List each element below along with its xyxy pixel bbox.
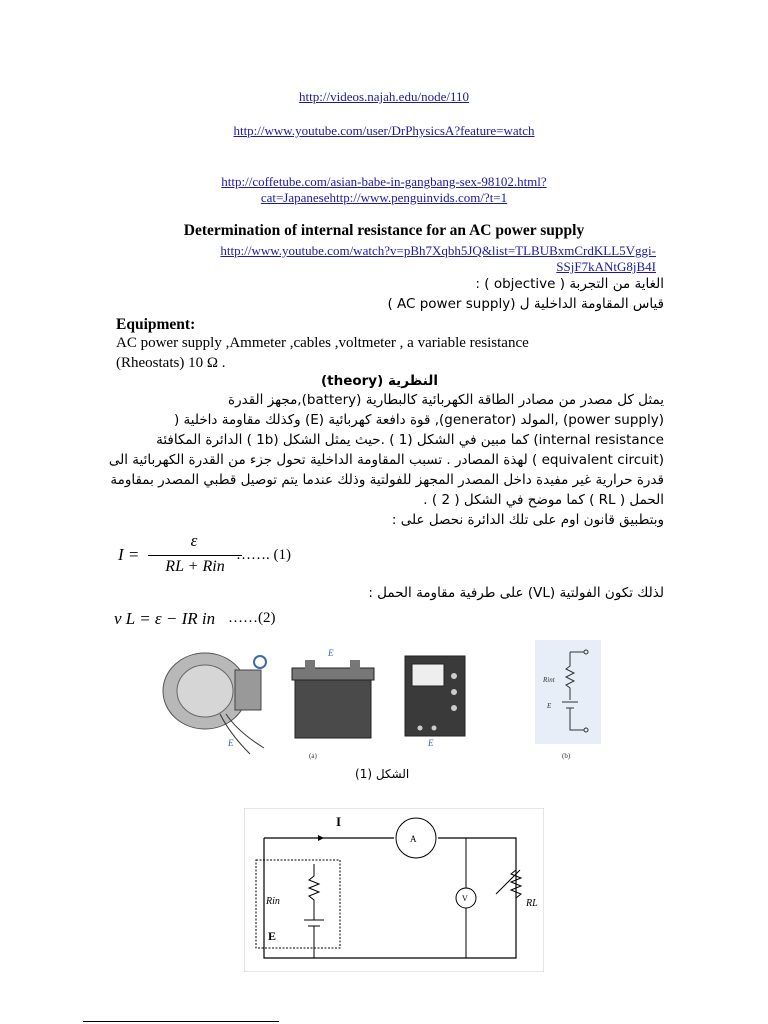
fig1-sub-a: (a) xyxy=(309,752,317,760)
equation-1-numerator: ε xyxy=(190,531,198,550)
theory-heading: النظرية (theory) xyxy=(320,373,438,389)
theory-line-5: قدرة حرارية غير مفيدة داخل المصدر المجهز للفولتية وذلك عندما يتم توصيل قطبي المصدر بمقاومة xyxy=(110,472,664,488)
equation-2-label: ……(2) xyxy=(228,610,276,626)
fig2-rl-label: RL xyxy=(526,898,538,909)
theory-line-3: internal resistance) كما مبين في الشكل (1 ) .حيث يمثل الشكل (1b ) الدائرة المكافئة xyxy=(156,432,664,448)
battery-illustration xyxy=(292,648,374,760)
objective-line: الغاية من التجربة ( objective ) : xyxy=(475,276,664,292)
fig2-rin-label: Rin xyxy=(266,896,280,907)
link-youtube-watch-cont[interactable]: SSjF7kANtG8jB4I xyxy=(556,259,656,274)
link-youtube-watch-cont-row xyxy=(0,258,656,276)
equation-1-denominator: RL + Rin xyxy=(165,558,225,575)
link-penguinvids[interactable]: cat=Japanesehttp://www.penguinvids.com/?t=1 xyxy=(260,190,508,205)
equation-2: v L = ε − IR in xyxy=(114,609,216,628)
fig1-generator-e-label: E xyxy=(228,738,234,748)
equation-1-lhs: I = xyxy=(118,545,140,564)
link-najah[interactable]: http://videos.najah.edu/node/110 xyxy=(299,89,469,104)
equivalent-circuit-b xyxy=(535,640,601,760)
figure-1-caption: الشكل (1) xyxy=(355,767,410,781)
theory-line-7: وبتطبيق قانون اوم على تلك الدائرة نحصل على : xyxy=(391,512,664,528)
link-najah-row xyxy=(0,88,768,106)
equipment-heading: Equipment: xyxy=(116,316,196,333)
fig2-current-label: I xyxy=(336,814,342,829)
fig2-ammeter-label: A xyxy=(410,834,417,844)
link-youtube-watch[interactable]: http://www.youtube.com/watch?v=pBh7Xqbh5JQ&list=TLBUBxmCrdKLL5Vggi- xyxy=(220,243,656,258)
theory-line-2: (power supply) ,المولد (generator), قوة دافعة كهربائية (E) وكذلك مقاومة داخلية ( xyxy=(173,412,664,428)
page-title: Determination of internal resistance for an AC power supply xyxy=(183,222,585,239)
footnote-rule xyxy=(83,1021,279,1022)
theory-line-6: الحمل ( RL ) كما موضح في الشكل ( 2 ) . xyxy=(423,492,664,508)
power-supply-illustration xyxy=(405,656,465,748)
fig1-supply-e-label: E xyxy=(428,738,434,748)
link-youtube-user-row xyxy=(0,122,768,140)
link-coffetube[interactable]: http://coffetube.com/asian-babe-in-gangbang-sex-98102.html? xyxy=(221,174,547,189)
theory-line-1: يمثل كل مصدر من مصادر الطاقة الكهربائية كالبطارية (battery),مجهز القدرة xyxy=(228,392,664,408)
equation-1-fraction-bar xyxy=(148,555,242,556)
link-penguinvids-row xyxy=(0,189,768,207)
objective-description: قياس المقاومة الداخلية ل (AC power supply ) xyxy=(387,296,664,312)
fig1-rint-label: Rint xyxy=(543,676,555,684)
equation-1-label: ……. (1) xyxy=(236,547,291,563)
link-youtube-user[interactable]: http://www.youtube.com/user/DrPhysicsA?feature=watch xyxy=(233,123,535,138)
figure-1 xyxy=(150,636,620,768)
fig1-sub-b: (b) xyxy=(562,752,571,760)
figure-2-circuit xyxy=(244,808,544,972)
equipment-line-2: (Rheostats) 10 Ω . xyxy=(116,355,226,371)
fig1-b-e-label: E xyxy=(547,702,552,710)
equipment-line-1: AC power supply ,Ammeter ,cables ,voltmeter , a variable resistance xyxy=(116,335,529,351)
theory-line-4: (equivalent circuit ) لهذة المصادر . تسبب المقاومة الداخلية تحول جزء من القدرة الكهربائية الى xyxy=(108,452,664,468)
fig2-voltmeter-label: V xyxy=(462,894,468,903)
generator-illustration xyxy=(163,653,266,754)
fig2-e-label: E xyxy=(268,929,277,943)
voltage-line: لذلك تكون الفولتية (VL) على طرفية مقاومة الحمل : xyxy=(368,585,664,601)
fig1-battery-e-label: E xyxy=(328,648,334,658)
